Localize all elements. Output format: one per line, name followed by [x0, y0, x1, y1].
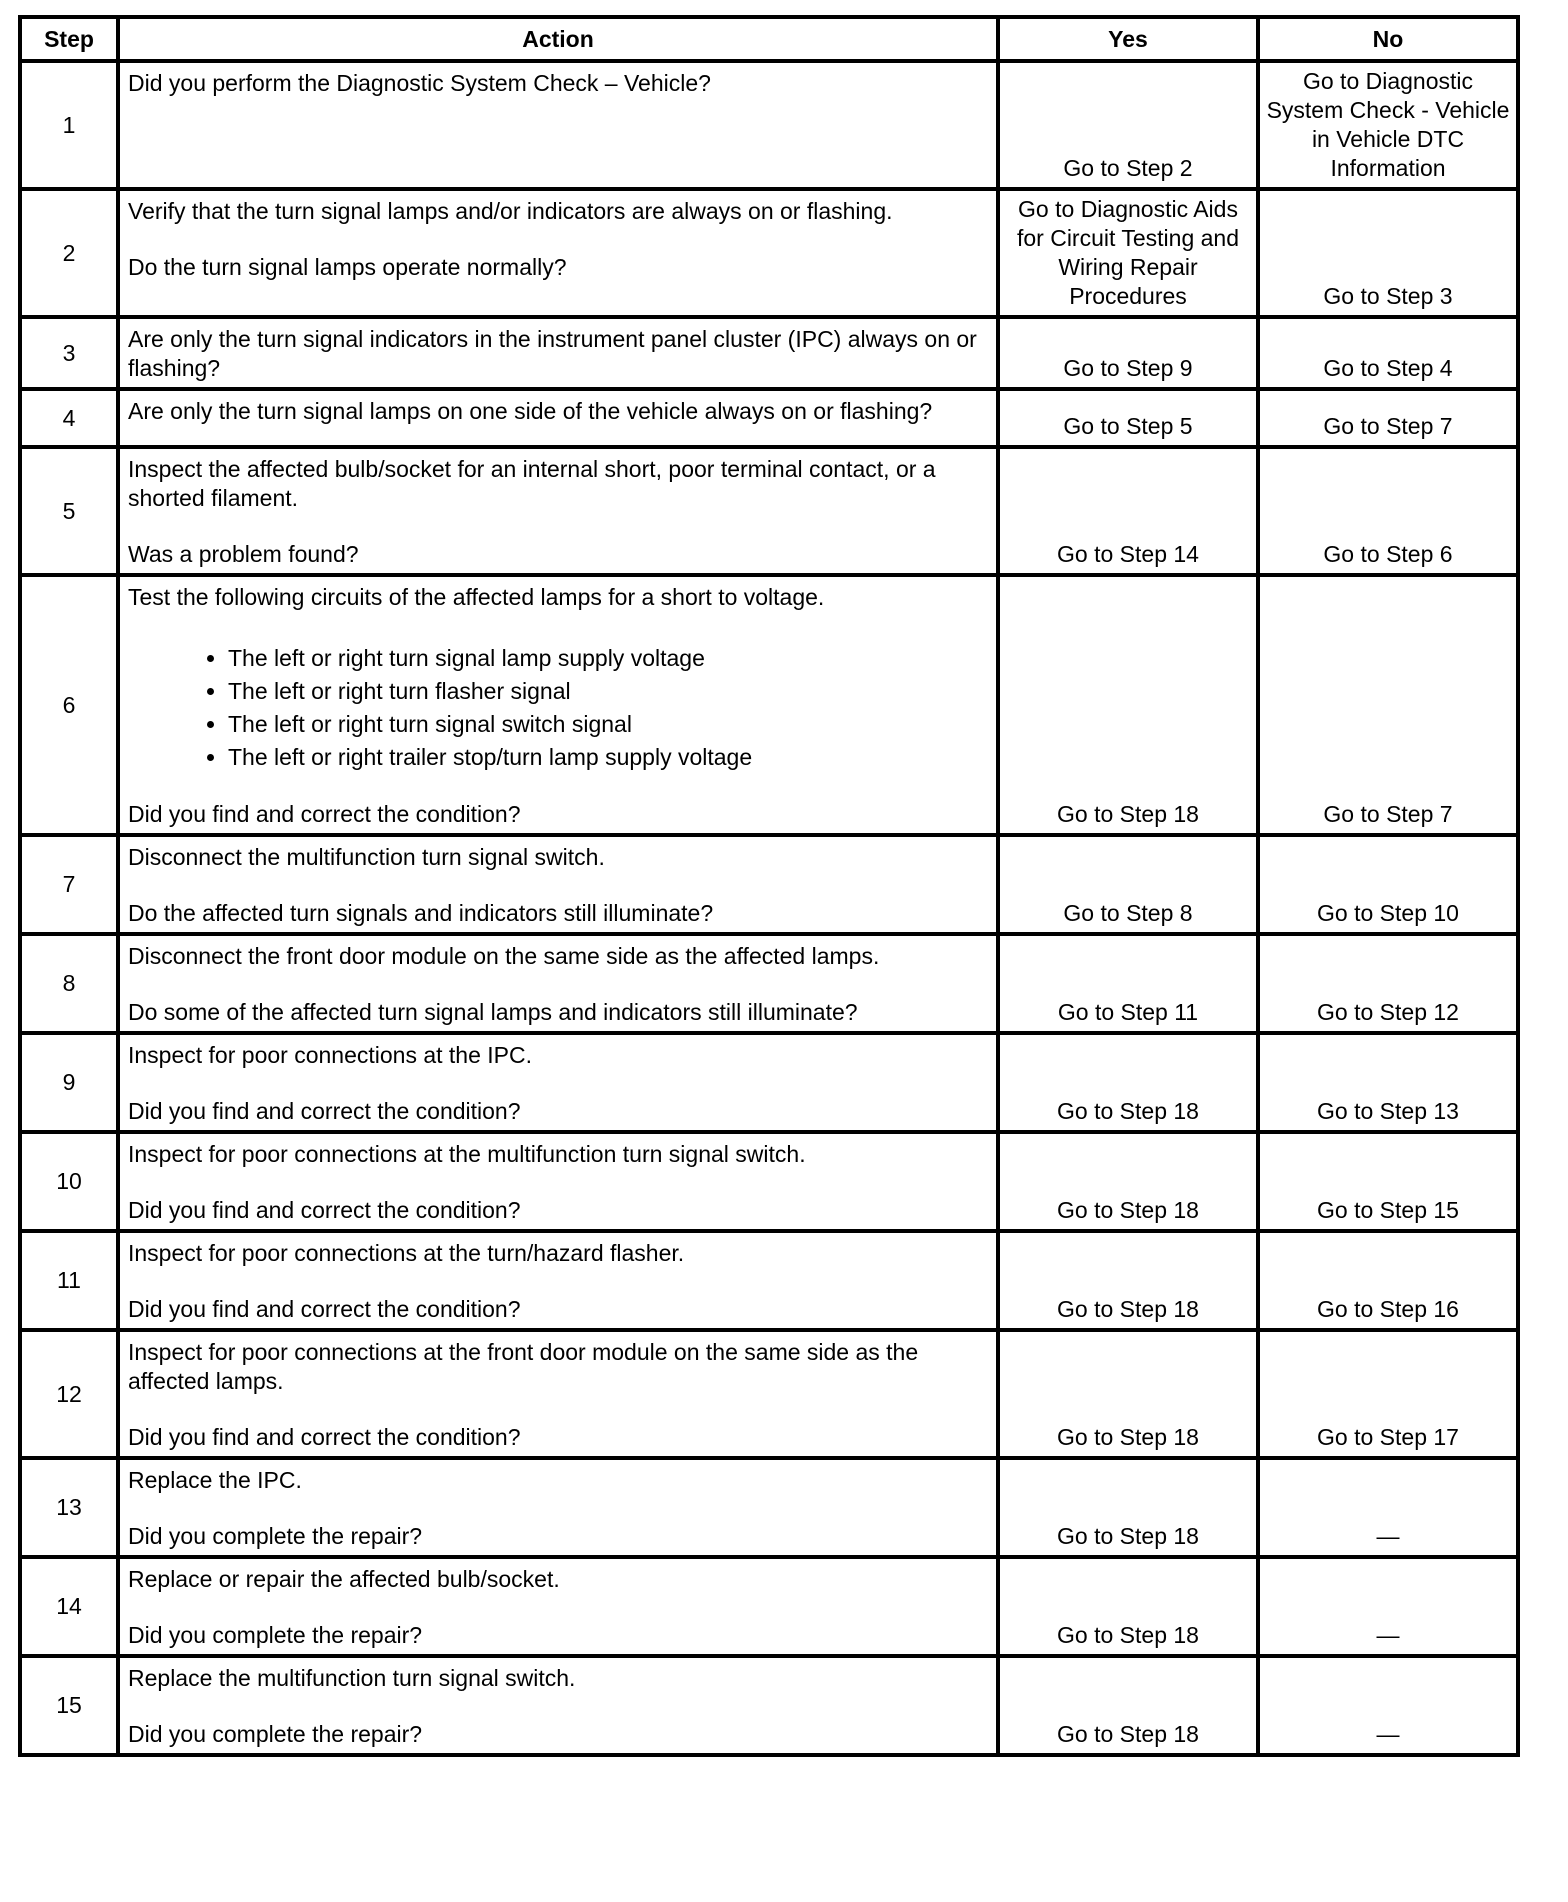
- no-cell: Go to Step 15: [1258, 1132, 1518, 1231]
- yes-cell: Go to Diagnostic Aids for Circuit Testing and Wiring Repair Procedures: [998, 189, 1258, 317]
- yes-cell: Go to Step 8: [998, 835, 1258, 934]
- action-text: Did you perform the Diagnostic System Check – Vehicle?: [128, 70, 711, 96]
- diagnostic-table: [18, 15, 1520, 1757]
- step-number: 1: [20, 61, 118, 189]
- action-question: Did you find and correct the condition?: [128, 1197, 521, 1223]
- action-text: Replace the IPC.: [128, 1467, 302, 1493]
- action-text: Replace the multifunction turn signal switch.: [128, 1665, 576, 1691]
- yes-cell: Go to Step 9: [998, 317, 1258, 389]
- action-cell: [118, 61, 998, 189]
- action-question: Do the affected turn signals and indicators still illuminate?: [128, 900, 714, 926]
- header-no: No: [1258, 17, 1518, 61]
- action-question: Did you find and correct the condition?: [128, 1424, 521, 1450]
- yes-cell: Go to Step 18: [998, 1231, 1258, 1330]
- list-item: • The left or right turn flasher signal: [228, 675, 988, 708]
- step-number: 3: [20, 317, 118, 389]
- no-cell: Go to Step 7: [1258, 389, 1518, 447]
- step-number: 10: [20, 1132, 118, 1231]
- action-text: Inspect for poor connections at the multifunction turn signal switch.: [128, 1141, 806, 1167]
- table-row: [20, 189, 1518, 317]
- table-row: [20, 1231, 1518, 1330]
- yes-cell: Go to Step 18: [998, 1458, 1258, 1557]
- table-row: [20, 389, 1518, 447]
- header-row: [20, 17, 1518, 61]
- table-row: [20, 447, 1518, 575]
- action-cell: [118, 835, 998, 934]
- yes-cell: Go to Step 14: [998, 447, 1258, 575]
- table-row: [20, 61, 1518, 189]
- step-number: 9: [20, 1033, 118, 1132]
- yes-cell: Go to Step 18: [998, 1033, 1258, 1132]
- table-row: [20, 1458, 1518, 1557]
- table-row: [20, 1132, 1518, 1231]
- action-text: Inspect for poor connections at the turn/hazard flasher.: [128, 1240, 685, 1266]
- yes-cell: Go to Step 18: [998, 1330, 1258, 1458]
- list-item: • The left or right trailer stop/turn lamp supply voltage: [228, 741, 988, 774]
- no-cell: Go to Step 6: [1258, 447, 1518, 575]
- step-number: 5: [20, 447, 118, 575]
- step-number: 8: [20, 934, 118, 1033]
- table-row: [20, 317, 1518, 389]
- action-question: Did you complete the repair?: [128, 1721, 423, 1747]
- step-number: 14: [20, 1557, 118, 1656]
- action-cell: [118, 1330, 998, 1458]
- action-question: Was a problem found?: [128, 541, 359, 567]
- step-number: 15: [20, 1656, 118, 1755]
- table-row: [20, 1656, 1518, 1755]
- action-text: Inspect for poor connections at the IPC.: [128, 1042, 533, 1068]
- action-question: Do the turn signal lamps operate normally?: [128, 254, 567, 280]
- step-number: 11: [20, 1231, 118, 1330]
- step-number: 2: [20, 189, 118, 317]
- step-number: 6: [20, 575, 118, 835]
- action-text: Disconnect the multifunction turn signal switch.: [128, 844, 605, 870]
- action-text: Replace or repair the affected bulb/socket.: [128, 1566, 560, 1592]
- table-row: [20, 1557, 1518, 1656]
- circuit-list: [128, 642, 988, 774]
- action-cell: [118, 1033, 998, 1132]
- header-yes: Yes: [998, 17, 1258, 61]
- table-row: [20, 835, 1518, 934]
- action-cell: [118, 1557, 998, 1656]
- action-text: Inspect the affected bulb/socket for an internal short, poor terminal contact, or a shorted filament.: [128, 456, 936, 511]
- yes-cell: Go to Step 18: [998, 1132, 1258, 1231]
- table-row: [20, 1033, 1518, 1132]
- action-cell: [118, 1458, 998, 1557]
- yes-cell: Go to Step 2: [998, 61, 1258, 189]
- list-item: • The left or right turn signal lamp supply voltage: [228, 642, 988, 675]
- no-cell: Go to Step 7: [1258, 575, 1518, 835]
- yes-cell: Go to Step 18: [998, 575, 1258, 835]
- yes-cell: Go to Step 18: [998, 1557, 1258, 1656]
- table-row: [20, 934, 1518, 1033]
- no-cell: Go to Step 12: [1258, 934, 1518, 1033]
- action-text: Verify that the turn signal lamps and/or indicators are always on or flashing.: [128, 198, 893, 224]
- action-cell: [118, 934, 998, 1033]
- no-cell: Go to Step 3: [1258, 189, 1518, 317]
- action-cell: [118, 1132, 998, 1231]
- yes-cell: Go to Step 5: [998, 389, 1258, 447]
- action-question: Did you complete the repair?: [128, 1523, 423, 1549]
- action-text: Disconnect the front door module on the same side as the affected lamps.: [128, 943, 880, 969]
- list-item: • The left or right turn signal switch signal: [228, 708, 988, 741]
- step-number: 12: [20, 1330, 118, 1458]
- yes-cell: Go to Step 11: [998, 934, 1258, 1033]
- action-question: Did you find and correct the condition?: [128, 1296, 521, 1322]
- action-text: Are only the turn signal lamps on one side of the vehicle always on or flashing?: [128, 398, 933, 424]
- no-cell: Go to Step 16: [1258, 1231, 1518, 1330]
- action-text: Are only the turn signal indicators in the instrument panel cluster (IPC) always on or flashing?: [128, 326, 977, 381]
- action-question: Did you find and correct the condition?: [128, 1098, 521, 1124]
- action-text: Test the following circuits of the affected lamps for a short to voltage.: [128, 584, 825, 610]
- table-row: [20, 1330, 1518, 1458]
- step-number: 7: [20, 835, 118, 934]
- no-cell: Go to Step 10: [1258, 835, 1518, 934]
- no-cell: Go to Step 17: [1258, 1330, 1518, 1458]
- action-cell: [118, 389, 998, 447]
- no-cell: Go to Diagnostic System Check - Vehicle in Vehicle DTC Information: [1258, 61, 1518, 189]
- action-cell: [118, 1231, 998, 1330]
- action-cell: [118, 575, 998, 835]
- action-cell: [118, 317, 998, 389]
- action-cell: [118, 447, 998, 575]
- step-number: 4: [20, 389, 118, 447]
- no-cell: —: [1258, 1458, 1518, 1557]
- action-question: Do some of the affected turn signal lamps and indicators still illuminate?: [128, 999, 858, 1025]
- action-question: Did you find and correct the condition?: [128, 801, 521, 827]
- action-cell: [118, 189, 998, 317]
- header-action: Action: [118, 17, 998, 61]
- no-cell: —: [1258, 1656, 1518, 1755]
- header-step: Step: [20, 17, 118, 61]
- step-number: 13: [20, 1458, 118, 1557]
- table-row: [20, 575, 1518, 835]
- action-question: Did you complete the repair?: [128, 1622, 423, 1648]
- no-cell: —: [1258, 1557, 1518, 1656]
- action-cell: [118, 1656, 998, 1755]
- no-cell: Go to Step 4: [1258, 317, 1518, 389]
- yes-cell: Go to Step 18: [998, 1656, 1258, 1755]
- no-cell: Go to Step 13: [1258, 1033, 1518, 1132]
- action-text: Inspect for poor connections at the front door module on the same side as the affected lamps.: [128, 1339, 919, 1394]
